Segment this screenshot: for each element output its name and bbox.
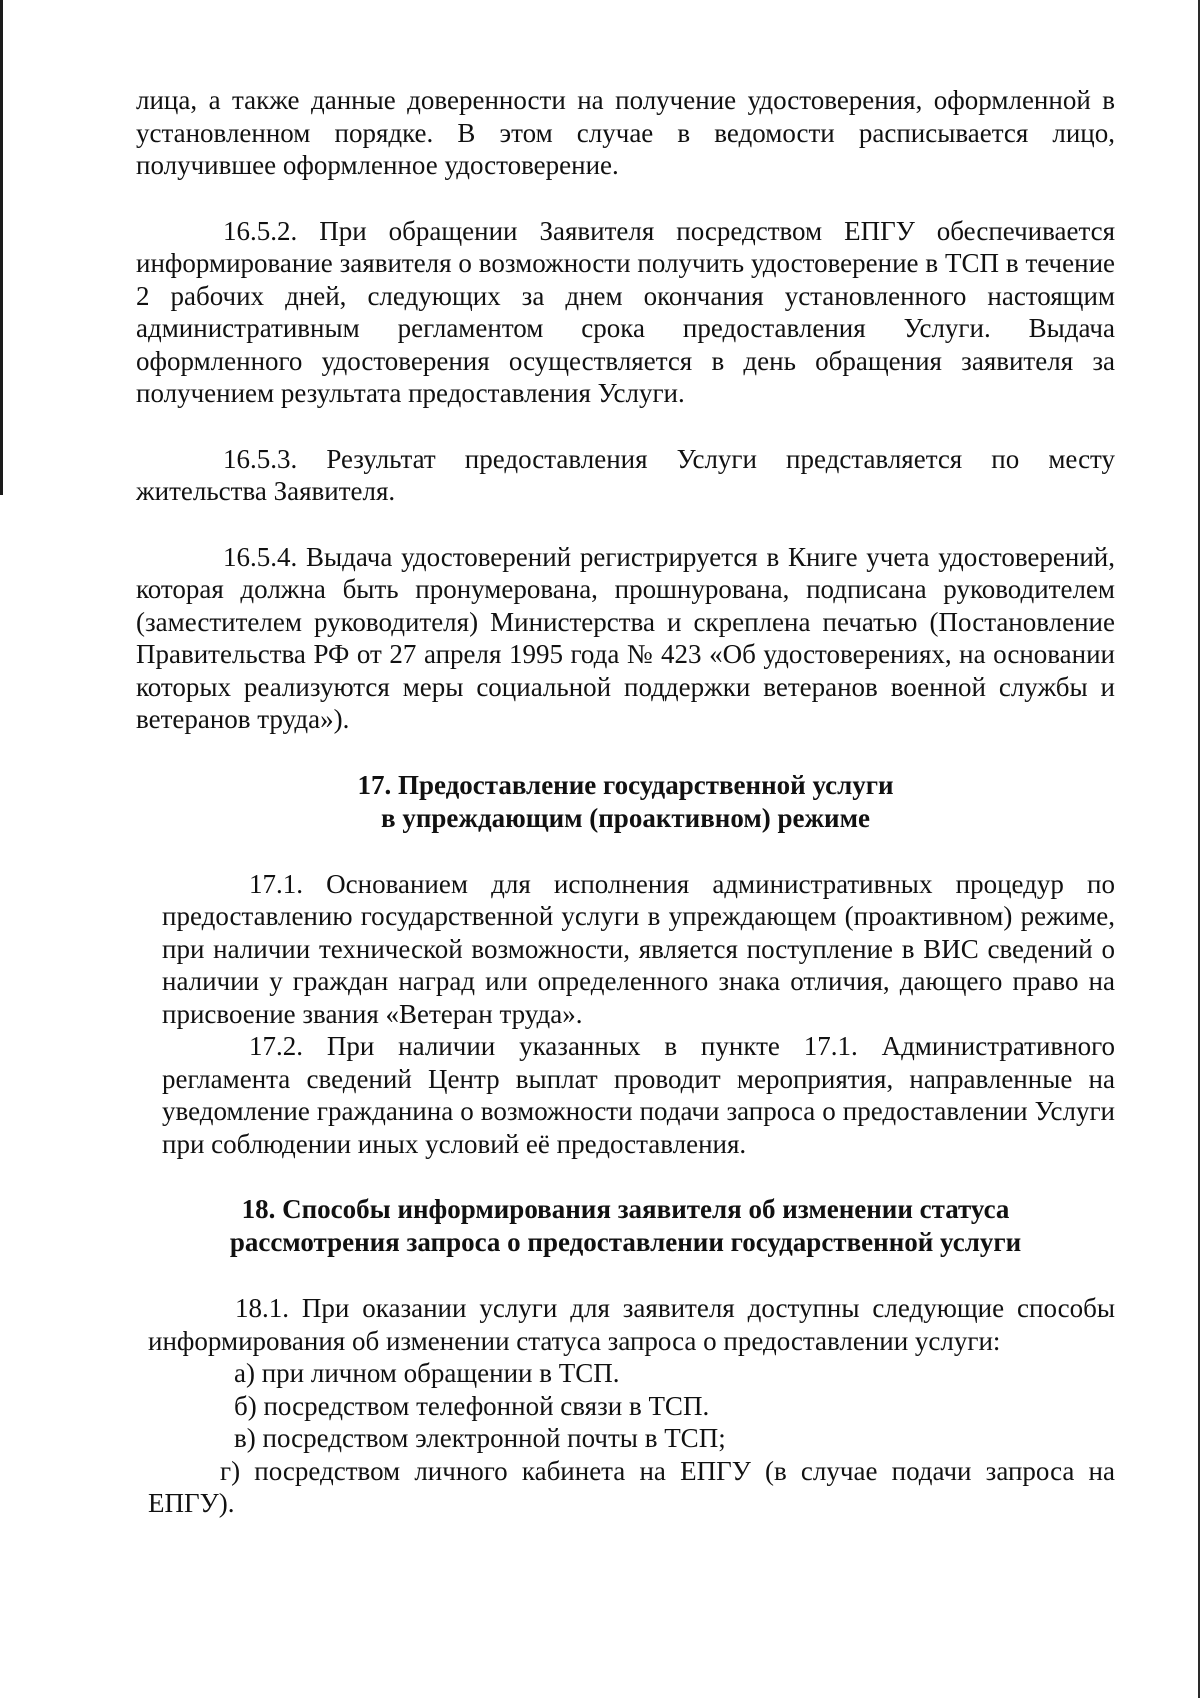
section-18-body [148,1292,1115,1520]
section-17-heading [136,769,1115,835]
paragraph-17-1: 17.1. Основанием для исполнения административных процедур по предоставлению государственной услуги в упреждающем (проактивном) режиме, при наличии технической возможности, является поступление в ВИС сведений о наличии у граждан наград или определенного знака отличия, дающего право на присвоение звания «Ветеран труда». [162,868,1115,1029]
section-18-heading-line-1: 18. Способы информирования заявителя об изменении статуса [241,1194,1010,1224]
section-17-heading-line-1: 17. Предоставление государственной услуги [357,769,894,800]
section-17-heading-line-2: в упреждающим (проактивном) режиме [381,802,870,833]
list-item-g: г) посредством личного кабинета на ЕПГУ (в случае подачи запроса на ЕПГУ). [148,1455,1115,1518]
paragraph-16-5-2: 16.5.2. При обращении Заявителя посредством ЕПГУ обеспечивается информирование заявителя о возможности получить удостоверение в ТСП в течение 2 рабочих дней, следующих за днем окончания установленного настоящим административным регламентом срока предоставления Услуги. Выдача оформленного удостоверения осуществляется в день обращения заявителя за получением результата предоставления Услуги. [136,215,1115,408]
paragraph-continuation: лица, а также данные доверенности на получение удостоверения, оформленной в установленном порядке. В этом случае в ведомости расписывается лицо, получившее оформленное удостоверение. [136,85,1115,180]
paragraph-18-1: 18.1. При оказании услуги для заявителя доступны следующие способы информирования об изменении статуса запроса о предоставлении услуги: [148,1293,1115,1356]
scan-edge-left [0,0,3,495]
paragraph-16-5-4: 16.5.4. Выдача удостоверений регистрируется в Книге учета удостоверений, которая должна быть пронумерована, прошнурована, подписана руководителем (заместителем руководителя) Министерства и скреплена печатью (Постановление Правительства РФ от 27 апреля 1995 года № 423 «Об удостоверениях, на основании которых реализуются меры социальной поддержки ветеранов военной службы и ветеранов труда»). [136,541,1115,734]
section-18-heading-line-2: рассмотрения запроса о предоставлении государственной услуги [229,1227,1022,1257]
section-17-body [136,868,1115,1161]
paragraph-16-5-3: 16.5.3. Результат предоставления Услуги представляется по месту жительства Заявителя. [136,443,1115,506]
paragraph-17-2: 17.2. При наличии указанных в пункте 17.1. Административного регламента сведений Центр выплат проводит мероприятия, направленные на уведомление гражданина о возможности подачи запроса о предоставлении Услуги при соблюдении иных условий её предоставления. [162,1031,1115,1159]
section-18-heading [136,1193,1115,1259]
list-item-a: а) при личном обращении в ТСП. [234,1358,620,1388]
list-item-b: б) посредством телефонной связи в ТСП. [234,1390,710,1421]
document-page [136,84,1115,1520]
list-item-v: в) посредством электронной почты в ТСП; [234,1423,726,1453]
